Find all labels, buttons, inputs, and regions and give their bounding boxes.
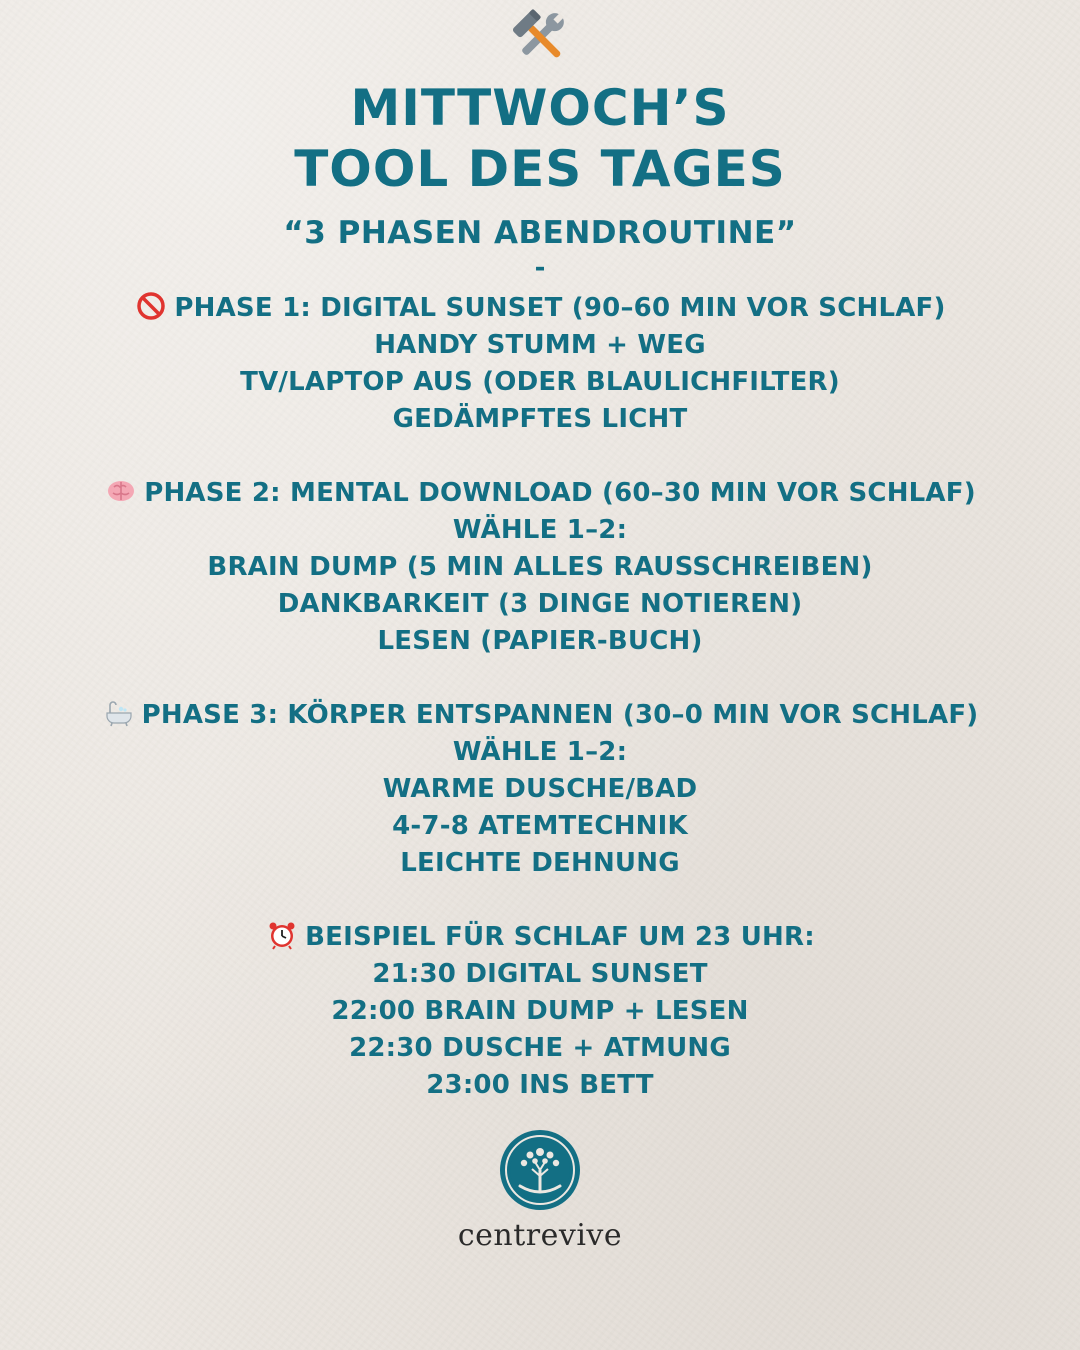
phase-1-heading bbox=[0, 290, 1080, 327]
phase-2-heading bbox=[0, 475, 1080, 512]
example-item: 23:00 INS BETT bbox=[426, 1070, 654, 1100]
example-item: 22:30 DUSCHE + ATMUNG bbox=[349, 1033, 731, 1063]
title-line-2: TOOL DES TAGES bbox=[294, 140, 786, 198]
brain-icon bbox=[104, 476, 138, 506]
phase-2-item: DANKBARKEIT (3 DINGE NOTIEREN) bbox=[277, 589, 803, 619]
example-heading-text: BEISPIEL FÜR SCHLAF UM 23 UHR: bbox=[305, 922, 815, 952]
phase-2-item: WÄHLE 1–2: bbox=[452, 515, 628, 545]
tree-circle-logo-icon bbox=[498, 1128, 582, 1212]
example-heading bbox=[0, 919, 1080, 956]
phase-2-item: BRAIN DUMP (5 MIN ALLES RAUSSCHREIBEN) bbox=[207, 552, 873, 582]
phase-1-item: GEDÄMPFTES LICHT bbox=[392, 404, 688, 434]
phase-2-item: LESEN (PAPIER-BUCH) bbox=[377, 626, 703, 656]
alarm-clock-icon bbox=[265, 920, 299, 950]
brand-name: centrevive bbox=[457, 1218, 623, 1253]
phase-3-item: WÄHLE 1–2: bbox=[452, 737, 628, 767]
phase-3-heading-text: PHASE 3: KÖRPER ENTSPANNEN (30–0 MIN VOR SCHLAF) bbox=[141, 700, 979, 730]
spacer bbox=[0, 438, 1080, 475]
phase-3-item: LEICHTE DEHNUNG bbox=[400, 848, 680, 878]
phase-2-heading-text: PHASE 2: MENTAL DOWNLOAD (60–30 MIN VOR SCHLAF) bbox=[144, 478, 976, 508]
phase-3-item: WARME DUSCHE/BAD bbox=[382, 774, 698, 804]
spacer bbox=[0, 660, 1080, 697]
title-line-1: MITTWOCH’S bbox=[350, 79, 730, 137]
phase-1-item: HANDY STUMM + WEG bbox=[374, 330, 706, 360]
separator: - bbox=[534, 253, 546, 283]
spacer bbox=[0, 882, 1080, 919]
routine-content bbox=[0, 290, 1080, 1104]
brand-logo bbox=[0, 1128, 1080, 1253]
hammer-and-wrench-icon bbox=[505, 6, 575, 68]
bathtub-icon bbox=[102, 698, 136, 728]
subtitle: “3 PHASEN ABENDROUTINE” bbox=[283, 215, 797, 251]
phase-3-heading bbox=[0, 697, 1080, 734]
phase-1-item: TV/LAPTOP AUS (ODER BLAULICHFILTER) bbox=[240, 367, 840, 397]
no-entry-icon bbox=[134, 291, 168, 321]
phase-1-heading-text: PHASE 1: DIGITAL SUNSET (90–60 MIN VOR SCHLAF) bbox=[174, 293, 946, 323]
example-item: 21:30 DIGITAL SUNSET bbox=[372, 959, 708, 989]
example-item: 22:00 BRAIN DUMP + LESEN bbox=[331, 996, 749, 1026]
phase-3-item: 4-7-8 ATEMTECHNIK bbox=[392, 811, 688, 841]
